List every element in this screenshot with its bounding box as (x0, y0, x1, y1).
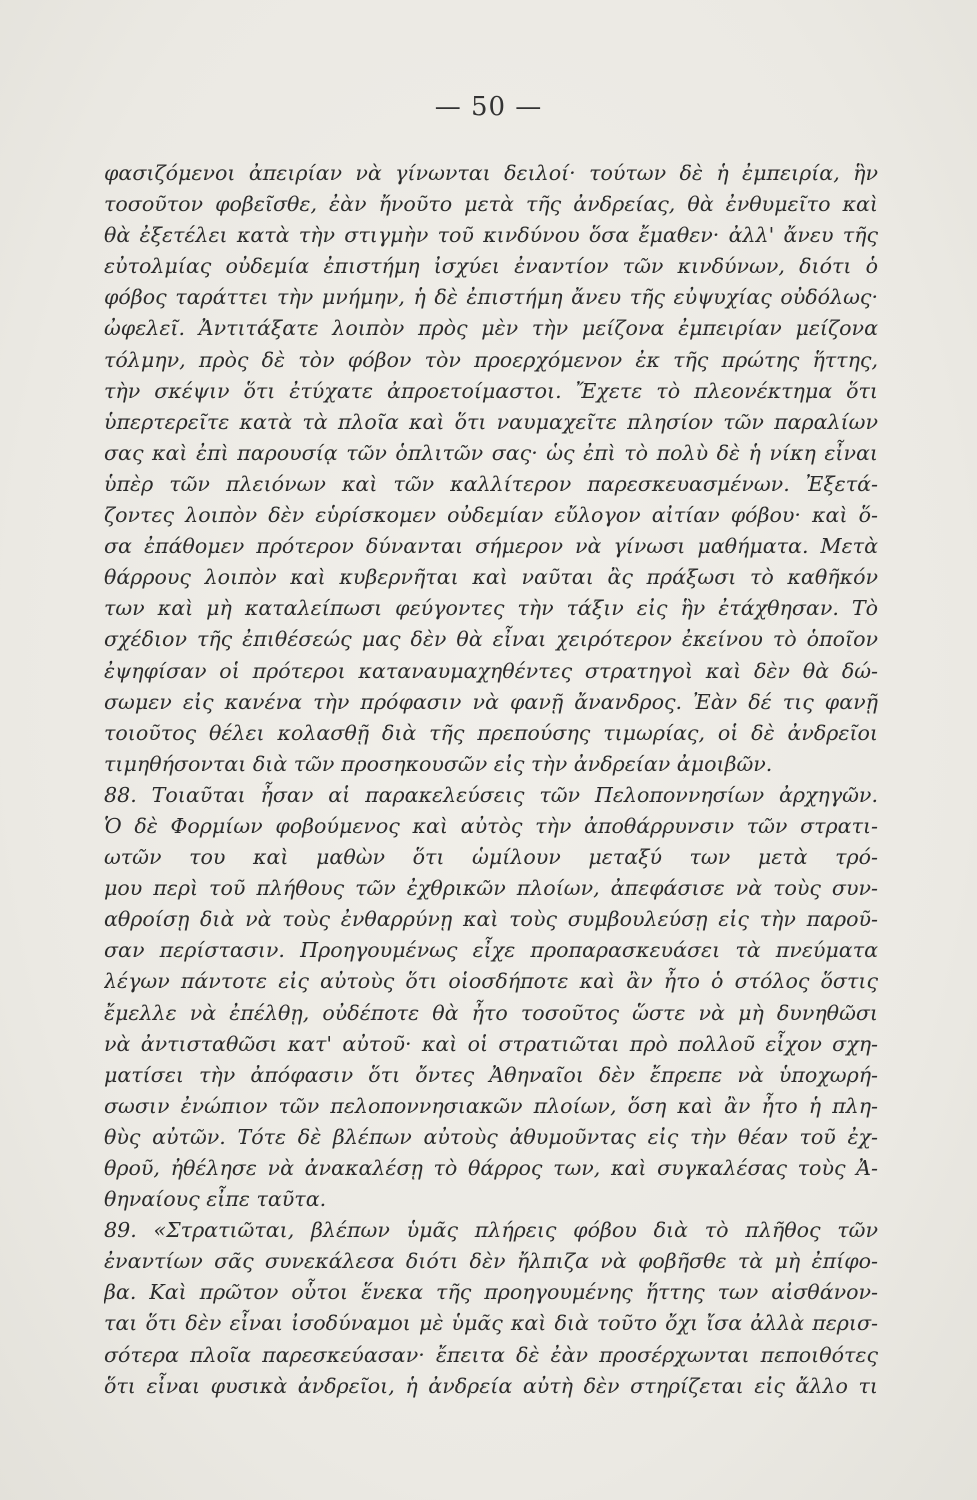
text-line: θηναίους εἶπε ταῦτα. (104, 1187, 327, 1212)
text-line: σότερα πλοῖα παρεσκεύασαν· ἔπειτα δὲ ἐὰν προσέρχωνται πεποιθότες (104, 1342, 878, 1367)
text-line: τὴν σκέψιν ὅτι ἐτύχατε ἀπροετοίμαστοι. Ἔχετε τὸ πλεονέκτημα ὅτι (104, 378, 878, 403)
body-text (104, 158, 878, 1402)
text-line: τοσοῦτον φοβεῖσθε, ἐὰν ἤνοῦτο μετὰ τῆς ἀνδρείας, θὰ ἐνθυμεῖτο καὶ (104, 192, 878, 217)
text-line: των καὶ μὴ καταλείπωσι φεύγοντες τὴν τάξιν εἰς ἣν ἐτάχθησαν. Τὸ (104, 596, 878, 621)
text-line: τοιοῦτος θέλει κολασθῇ διὰ τῆς πρεπούσης τιμωρίας, οἱ δὲ ἀνδρεῖοι (104, 720, 878, 745)
text-line: θὰ ἐξετέλει κατὰ τὴν στιγμὴν τοῦ κινδύνου ὅσα ἔμαθεν· ἀλλ' ἄνευ τῆς (104, 223, 878, 248)
text-line: Ὁ δὲ Φορμίων φοβούμενος καὶ αὐτὸς τὴν ἀποθάρρυνσιν τῶν στρατι- (104, 813, 878, 838)
text-line: ὠφελεῖ. Ἀντιτάξατε λοιπὸν πρὸς μὲν τὴν μείζονα ἐμπειρίαν μείζονα (104, 316, 878, 341)
text-line: φόβος ταράττει τὴν μνήμην, ἡ δὲ ἐπιστήμη ἄνευ τῆς εὐψυχίας οὐδόλως· (104, 285, 878, 310)
text-line: ωτῶν του καὶ μαθὼν ὅτι ὡμίλουν μεταξύ των μετὰ τρό- (104, 845, 878, 870)
text-line: ζοντες λοιπὸν δὲν εὑρίσκομεν οὐδεμίαν εὔλογον αἰτίαν φόβου· καὶ ὅ- (104, 503, 878, 528)
text-line: θάρρους λοιπὸν καὶ κυβερνῆται καὶ ναῦται ἂς πράξωσι τὸ καθῆκόν (104, 565, 878, 590)
text-line: θροῦ, ἠθέλησε νὰ ἀνακαλέσῃ τὸ θάρρος των, καὶ συγκαλέσας τοὺς Ἀ- (104, 1156, 878, 1180)
text-line: σωσιν ἐνώπιον τῶν πελοποννησιακῶν πλοίων, ὅση καὶ ἂν ἦτο ἡ πλη- (104, 1093, 878, 1118)
text-line: αθροίσῃ διὰ νὰ τοὺς ἐνθαρρύνῃ καὶ τοὺς συμβουλεύσῃ εἰς τὴν παροῦ- (104, 907, 878, 932)
text-line: ὑπὲρ τῶν πλειόνων καὶ τῶν καλλίτερον παρεσκευασμένων. Ἐξετά- (104, 471, 878, 496)
text-line: θὺς αὐτῶν. Τότε δὲ βλέπων αὐτοὺς ἀθυμοῦντας εἰς τὴν θέαν τοῦ ἐχ- (104, 1124, 878, 1149)
text-line: ἐψηφίσαν οἱ πρότεροι καταναυμαχηθέντες στρατηγοὶ καὶ δὲν θὰ δώ- (104, 658, 878, 683)
text-line: βα. Καὶ πρῶτον οὗτοι ἕνεκα τῆς προηγουμένης ἥττης των αἰσθάνον- (104, 1280, 878, 1305)
text-line: λέγων πάντοτε εἰς αὐτοὺς ὅτι οἱοσδήποτε καὶ ἂν ἦτο ὁ στόλος ὅστις (104, 969, 878, 994)
text-line: 89. «Στρατιῶται, βλέπων ὑμᾶς πλήρεις φόβου διὰ τὸ πλῆθος τῶν (104, 1218, 878, 1243)
text-line: ὅτι εἶναι φυσικὰ ἀνδρεῖοι, ἡ ἀνδρεία αὐτὴ δὲν στηρίζεται εἰς ἄλλο τι (104, 1373, 878, 1398)
text-line: εὐτολμίας οὐδεμία ἐπιστήμη ἰσχύει ἐναντίον τῶν κινδύνων, διότι ὁ (104, 254, 878, 279)
text-line: τόλμην, πρὸς δὲ τὸν φόβον τὸν προερχόμενον ἐκ τῆς πρώτης ἥττης, (104, 347, 878, 372)
text-line: νὰ ἀντισταθῶσι κατ' αὐτοῦ· καὶ οἱ στρατιῶται πρὸ πολλοῦ εἶχον σχη- (104, 1031, 878, 1056)
text-line: ἔμελλε νὰ ἐπέλθῃ, οὐδέποτε θὰ ἦτο τοσοῦτος ὥστε νὰ μὴ δυνηθῶσι (104, 1000, 878, 1025)
text-line: μου περὶ τοῦ πλήθους τῶν ἐχθρικῶν πλοίων, ἀπεφάσισε νὰ τοὺς συν- (104, 876, 878, 901)
page-number: — 50 — (434, 92, 543, 122)
text-line: σαν περίστασιν. Προηγουμένως εἶχε προπαρασκευάσει τὰ πνεύματα (104, 938, 878, 963)
text-line: σωμεν εἰς κανένα τὴν πρόφασιν νὰ φανῇ ἄνανδρος. Ἐὰν δέ τις φανῇ (104, 689, 878, 714)
text-line: τιμηθήσονται διὰ τῶν προσηκουσῶν εἰς τὴν ἀνδρείαν ἀμοιβῶν. (104, 751, 773, 776)
text-line: ματίσει τὴν ἀπόφασιν ὅτι ὄντες Ἀθηναῖοι δὲν ἔπρεπε νὰ ὑποχωρή- (104, 1062, 878, 1087)
text-line: σχέδιον τῆς ἐπιθέσεώς μας δὲν θὰ εἶναι χειρότερον ἐκείνου τὸ ὁποῖον (104, 627, 878, 652)
text-line: ἐναντίων σᾶς συνεκάλεσα διότι δὲν ἤλπιζα νὰ φοβῆσθε τὰ μὴ ἐπίφο- (104, 1249, 878, 1274)
text-line: σα ἐπάθομεν πρότερον δύνανται σήμερον νὰ γίνωσι μαθήματα. Μετὰ (104, 534, 878, 559)
text-line: ὑπερτερεῖτε κατὰ τὰ πλοῖα καὶ ὅτι ναυμαχεῖτε πλησίον τῶν παραλίων (104, 409, 878, 434)
text-line: ται ὅτι δὲν εἶναι ἰσοδύναμοι μὲ ὑμᾶς καὶ διὰ τοῦτο ὄχι ἴσα ἀλλὰ περισ- (104, 1311, 878, 1336)
text-line: σας καὶ ἐπὶ παρουσίᾳ τῶν ὁπλιτῶν σας· ὡς ἐπὶ τὸ πολὺ δὲ ἡ νίκη εἶναι (104, 440, 878, 465)
text-line: φασιζόμενοι ἀπειρίαν νὰ γίνωνται δειλοί· τούτων δὲ ἡ ἐμπειρία, ἣν (104, 161, 878, 185)
text-line: 88. Τοιαῦται ἦσαν αἱ παρακελεύσεις τῶν Πελοποννησίων ἀρχηγῶν. (104, 782, 878, 807)
